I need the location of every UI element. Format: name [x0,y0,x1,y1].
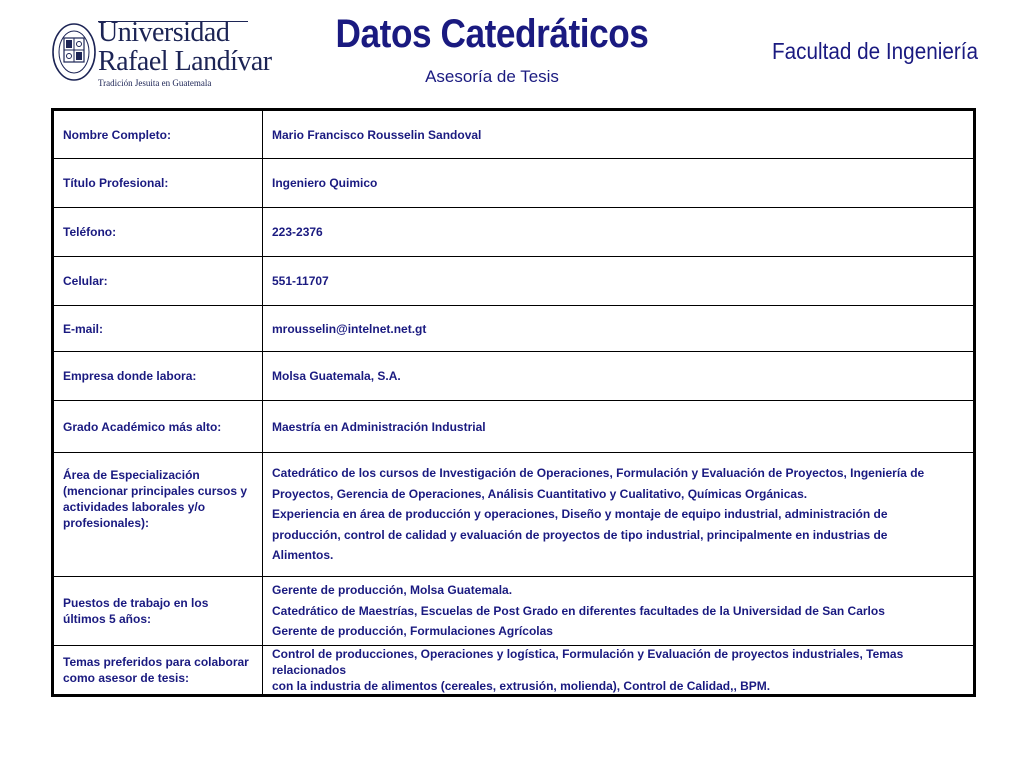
row-label: Empresa donde labora: [53,352,263,401]
row-value [263,453,975,577]
row-value: Mario Francisco Rousselin Sandoval [263,110,975,159]
row-value [263,577,975,646]
row-label: E-mail: [53,306,263,352]
logo-name-line2: Rafael Landívar [98,46,272,77]
value-line: Gerente de producción, Formulaciones Agrícolas [272,624,553,639]
row-value: Molsa Guatemala, S.A. [263,352,975,401]
table-row [53,453,975,577]
table-row [53,646,975,696]
value-line: Control de producciones, Operaciones y logística, Formulación y Evaluación de proyectos industriales, Temas relacionados [272,647,904,677]
row-value [263,646,975,696]
professor-data-table [51,108,976,697]
value-line: Alimentos. [272,548,334,563]
value-line: Catedrático de Maestrías, Escuelas de Post Grado en diferentes facultades de la Universidad de San Carlos [272,603,885,618]
row-value: Ingeniero Quimico [263,159,975,208]
value-line: Proyectos, Gerencia de Operaciones, Análisis Cuantitativo y Cualitativo, Químicas Orgánicas. [272,486,808,501]
row-label: Título Profesional: [53,159,263,208]
row-label: Grado Académico más alto: [53,401,263,453]
value-line: Experiencia en área de producción y operaciones, Diseño y montaje de equipo industrial, administración de [272,507,888,522]
page-subtitle: Asesoría de Tesis [425,67,559,86]
value-line: con la industria de alimentos (cereales, extrusión, molienda), Control de Calidad,, BPM. [272,679,771,693]
logo-name-line1: Universidad [98,17,230,48]
row-label: Área de Especialización (mencionar principales cursos y actividades laborales y/o profesionales): [53,453,263,577]
table-row [53,110,975,159]
table-row [53,257,975,306]
row-value: mrousselin@intelnet.net.gt [263,306,975,352]
university-seal-icon [52,22,96,82]
value-line: Gerente de producción, Molsa Guatemala. [272,583,513,598]
logo-wordmark [98,18,272,89]
university-logo [52,17,272,90]
row-label: Puestos de trabajo en los últimos 5 años: [53,577,263,646]
table-row [53,401,975,453]
table-row [53,352,975,401]
table-row [53,159,975,208]
row-value: 223-2376 [263,208,975,257]
page-title: Datos Catedráticos [335,12,649,56]
faculty-name: Facultad de Ingeniería [771,38,978,64]
table-row [53,306,975,352]
row-value: Maestría en Administración Industrial [263,401,975,453]
row-label: Temas preferidos para colaborar como asesor de tesis: [53,646,263,696]
table-row [53,577,975,646]
value-line: Catedrático de los cursos de Investigación de Operaciones, Formulación y Evaluación de Proyectos, Ingeniería de [272,466,925,481]
table-row [53,208,975,257]
logo-tagline: Tradición Jesuita en Guatemala [98,78,212,88]
value-line: producción, control de calidad y evaluación de proyectos de tipo industrial, principalmente en industrias de [272,527,888,542]
row-label: Celular: [53,257,263,306]
row-label: Teléfono: [53,208,263,257]
row-value: 551-11707 [263,257,975,306]
row-label: Nombre Completo: [53,110,263,159]
